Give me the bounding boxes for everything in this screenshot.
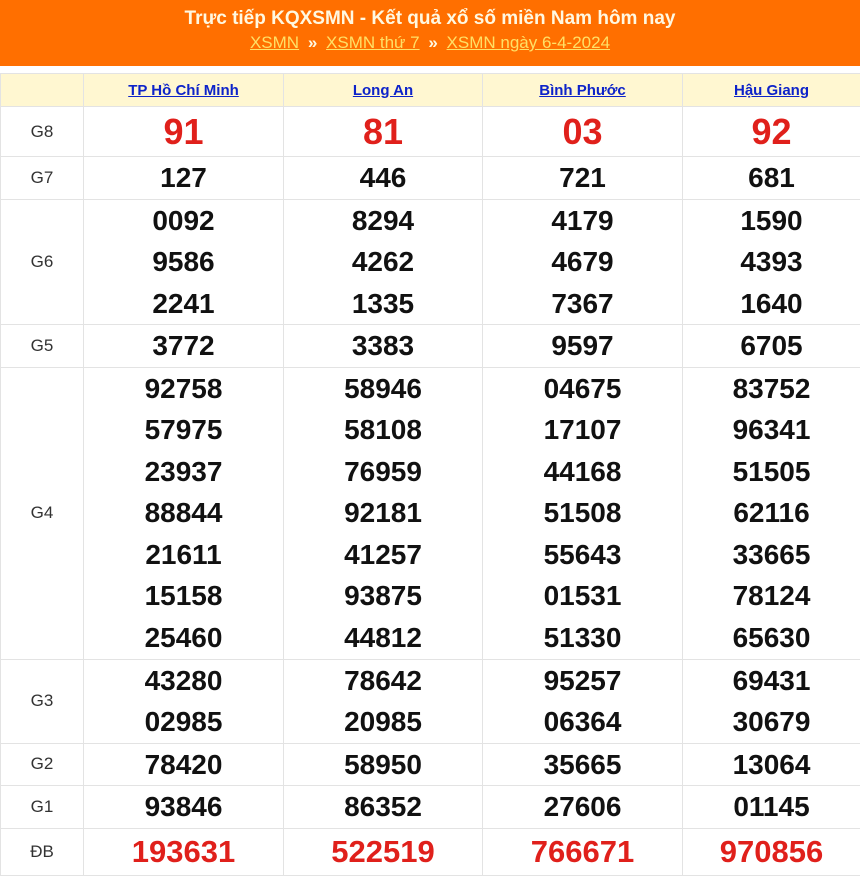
result-number: 3383 bbox=[351, 330, 415, 361]
breadcrumb-link-xsmn[interactable]: XSMN bbox=[249, 33, 300, 52]
result-number: 8294 bbox=[351, 204, 415, 236]
result-cell bbox=[683, 325, 860, 368]
province-header-row bbox=[1, 74, 860, 107]
prize-label: G5 bbox=[1, 325, 84, 368]
result-cell bbox=[284, 786, 483, 829]
results-table bbox=[0, 73, 860, 876]
result-number: 1590 bbox=[740, 204, 803, 236]
result-number: 3772 bbox=[152, 330, 215, 361]
result-cell bbox=[284, 828, 483, 875]
result-number: 96341 bbox=[732, 414, 811, 446]
breadcrumb-separator: » bbox=[307, 33, 318, 52]
result-number: 91 bbox=[163, 110, 204, 152]
result-cell bbox=[483, 199, 683, 325]
result-cell bbox=[683, 199, 860, 325]
result-number: 6705 bbox=[740, 330, 803, 361]
result-number: 0092 bbox=[152, 204, 215, 236]
result-cell bbox=[683, 367, 860, 659]
prize-label: G2 bbox=[1, 743, 84, 786]
result-number: 55643 bbox=[543, 538, 622, 570]
result-number: 4262 bbox=[351, 246, 415, 277]
result-number: 2241 bbox=[152, 287, 215, 319]
result-number: 02985 bbox=[144, 706, 223, 737]
result-number: 01145 bbox=[733, 791, 810, 822]
province-header bbox=[284, 74, 483, 107]
result-cell bbox=[84, 367, 284, 659]
result-cell bbox=[84, 107, 284, 157]
result-cell bbox=[84, 659, 284, 743]
result-number: 58108 bbox=[344, 414, 422, 446]
result-cell bbox=[284, 157, 483, 200]
result-cell bbox=[483, 325, 683, 368]
result-number: 58950 bbox=[344, 748, 422, 780]
result-number: 65630 bbox=[732, 621, 811, 653]
prize-label: G7 bbox=[1, 157, 84, 200]
result-cell bbox=[284, 107, 483, 157]
result-number: 721 bbox=[559, 162, 606, 193]
result-number: 51505 bbox=[732, 455, 811, 487]
result-number: 92181 bbox=[344, 497, 422, 529]
results-body bbox=[1, 107, 860, 876]
result-number: 88844 bbox=[144, 497, 223, 529]
result-number: 83752 bbox=[732, 372, 811, 404]
result-cell bbox=[683, 107, 860, 157]
result-number: 4179 bbox=[551, 204, 614, 236]
result-number: 01531 bbox=[543, 580, 622, 612]
result-cell bbox=[483, 828, 683, 875]
prize-label: G3 bbox=[1, 659, 84, 743]
result-number: 51508 bbox=[543, 497, 622, 529]
province-link-hau-giang[interactable]: Hậu Giang bbox=[733, 81, 809, 99]
result-cell bbox=[483, 367, 683, 659]
result-number: 127 bbox=[160, 162, 207, 193]
result-cell bbox=[683, 786, 860, 829]
result-cell bbox=[284, 199, 483, 325]
result-cell bbox=[683, 659, 860, 743]
result-number: 78124 bbox=[732, 580, 811, 612]
prize-row-g4 bbox=[1, 367, 860, 659]
result-number: 51330 bbox=[543, 621, 622, 653]
result-number: 4679 bbox=[551, 246, 614, 277]
prize-row-g1 bbox=[1, 786, 860, 829]
result-number: 27606 bbox=[543, 791, 622, 822]
result-number: 23937 bbox=[144, 455, 223, 487]
result-number: 970856 bbox=[719, 833, 824, 869]
result-number: 25460 bbox=[144, 621, 223, 653]
result-number: 1335 bbox=[351, 287, 415, 319]
result-number: 93875 bbox=[344, 580, 422, 612]
page-banner bbox=[0, 0, 860, 66]
province-link-long-an[interactable]: Long An bbox=[352, 81, 414, 99]
result-number: 681 bbox=[748, 162, 795, 193]
province-link-ho-chi-minh[interactable]: TP Hồ Chí Minh bbox=[128, 81, 239, 99]
prize-label: ĐB bbox=[1, 828, 84, 875]
result-cell bbox=[483, 743, 683, 786]
prize-row-g7 bbox=[1, 157, 860, 200]
result-number: 17107 bbox=[543, 414, 622, 446]
result-number: 13064 bbox=[732, 748, 811, 780]
prize-label: G6 bbox=[1, 199, 84, 325]
result-number: 41257 bbox=[344, 538, 422, 570]
result-cell bbox=[284, 743, 483, 786]
result-cell bbox=[683, 157, 860, 200]
result-number: 76959 bbox=[344, 455, 422, 487]
result-number: 7367 bbox=[551, 287, 614, 319]
prize-row-g2 bbox=[1, 743, 860, 786]
result-cell bbox=[84, 786, 284, 829]
result-number: 57975 bbox=[144, 414, 223, 446]
result-number: 44168 bbox=[543, 455, 622, 487]
result-number: 69431 bbox=[732, 664, 811, 696]
result-cell bbox=[284, 659, 483, 743]
result-number: 522519 bbox=[331, 833, 435, 869]
result-cell bbox=[84, 743, 284, 786]
prize-row-db bbox=[1, 828, 860, 875]
result-number: 81 bbox=[362, 110, 404, 152]
province-header bbox=[483, 74, 683, 107]
result-number: 193631 bbox=[131, 833, 236, 869]
province-link-binh-phuoc[interactable]: Bình Phước bbox=[539, 81, 626, 99]
result-cell bbox=[284, 367, 483, 659]
prize-row-g6 bbox=[1, 199, 860, 325]
result-number: 30679 bbox=[732, 706, 811, 737]
breadcrumb-separator: » bbox=[428, 33, 438, 52]
result-cell bbox=[483, 107, 683, 157]
result-cell bbox=[84, 325, 284, 368]
result-cell bbox=[284, 325, 483, 368]
breadcrumb-link-xsmn-date[interactable]: XSMN ngày 6-4-2024 bbox=[446, 33, 611, 52]
result-number: 9586 bbox=[152, 246, 215, 277]
result-number: 86352 bbox=[344, 791, 422, 822]
result-number: 06364 bbox=[543, 706, 622, 737]
prize-label: G1 bbox=[1, 786, 84, 829]
result-cell bbox=[683, 828, 860, 875]
result-number: 21611 bbox=[145, 538, 222, 570]
result-cell bbox=[84, 199, 284, 325]
result-cell bbox=[483, 659, 683, 743]
province-header bbox=[683, 74, 860, 107]
prize-column-header bbox=[1, 74, 84, 107]
result-number: 78420 bbox=[144, 748, 223, 780]
result-number: 92758 bbox=[144, 372, 223, 404]
result-number: 04675 bbox=[543, 372, 622, 404]
result-number: 33665 bbox=[732, 538, 811, 570]
result-cell bbox=[84, 157, 284, 200]
result-number: 1640 bbox=[740, 287, 803, 319]
prize-row-g3 bbox=[1, 659, 860, 743]
result-number: 766671 bbox=[530, 833, 635, 869]
result-number: 62116 bbox=[733, 497, 810, 529]
prize-row-g5 bbox=[1, 325, 860, 368]
result-number: 446 bbox=[359, 162, 407, 193]
result-number: 15158 bbox=[144, 580, 223, 612]
result-number: 92 bbox=[751, 110, 792, 152]
result-cell bbox=[683, 743, 860, 786]
result-cell bbox=[483, 157, 683, 200]
result-number: 44812 bbox=[344, 621, 422, 653]
province-header bbox=[84, 74, 284, 107]
result-number: 9597 bbox=[551, 330, 614, 361]
page-title: Trực tiếp KQXSMN - Kết quả xổ số miền Nam hôm nay bbox=[184, 8, 676, 29]
prize-label: G4 bbox=[1, 367, 84, 659]
result-number: 95257 bbox=[543, 664, 622, 696]
result-number: 35665 bbox=[543, 748, 622, 780]
result-cell bbox=[84, 828, 284, 875]
result-number: 4393 bbox=[740, 246, 803, 277]
breadcrumb bbox=[0, 32, 860, 54]
result-number: 20985 bbox=[344, 706, 422, 737]
result-number: 58946 bbox=[344, 372, 422, 404]
result-cell bbox=[483, 786, 683, 829]
result-number: 93846 bbox=[144, 791, 223, 822]
breadcrumb-link-xsmn-weekday[interactable]: XSMN thứ 7 bbox=[326, 33, 420, 52]
result-number: 78642 bbox=[344, 664, 422, 696]
prize-row-g8 bbox=[1, 107, 860, 157]
result-number: 43280 bbox=[144, 664, 223, 696]
result-number: 03 bbox=[562, 110, 603, 152]
prize-label: G8 bbox=[1, 107, 84, 157]
